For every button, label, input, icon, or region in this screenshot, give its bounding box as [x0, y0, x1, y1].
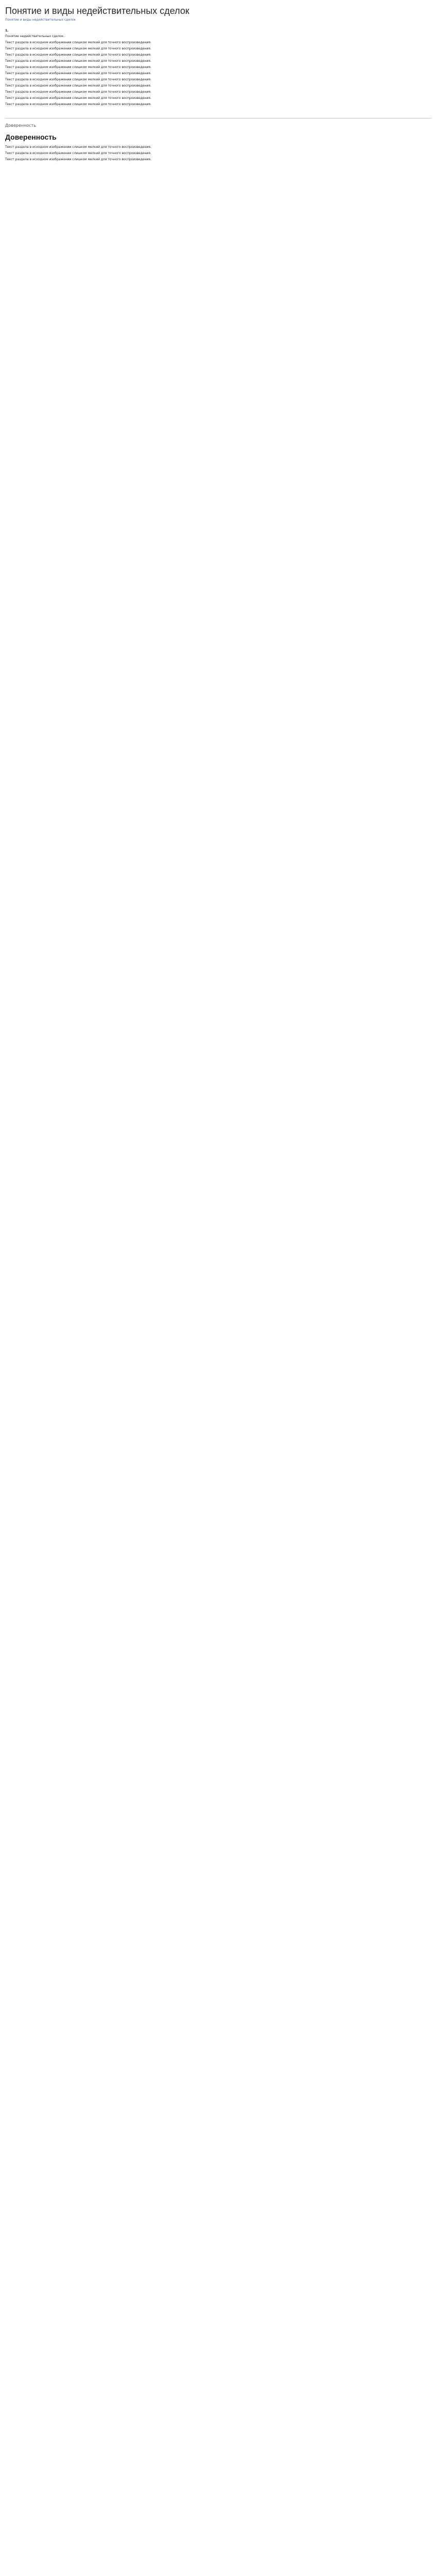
breadcrumb	[5, 18, 431, 22]
section-number: 1.	[5, 29, 9, 32]
article-paragraph: Текст раздела в исходном изображении слишком мелкий для точного воспроизведения.	[5, 90, 151, 94]
second-section-body	[5, 145, 431, 162]
second-section-paragraph: Текст раздела в исходном изображении слишком мелкий для точного воспроизведения.	[5, 158, 151, 161]
article-paragraph: Текст раздела в исходном изображении слишком мелкий для точного воспроизведения.	[5, 41, 151, 44]
article-paragraph: Текст раздела в исходном изображении слишком мелкий для точного воспроизведения.	[5, 103, 151, 106]
article-paragraph: Текст раздела в исходном изображении слишком мелкий для точного воспроизведения.	[5, 59, 151, 63]
second-section-paragraphs	[5, 145, 431, 162]
section-title: Доверенность	[5, 133, 57, 141]
article-paragraph: Текст раздела в исходном изображении слишком мелкий для точного воспроизведения.	[5, 47, 151, 50]
second-section-paragraph: Текст раздела в исходном изображении слишком мелкий для точного воспроизведения.	[5, 151, 151, 155]
article-paragraph: Текст раздела в исходном изображении слишком мелкий для точного воспроизведения.	[5, 84, 151, 88]
article-body	[5, 28, 431, 107]
article-paragraph: Текст раздела в исходном изображении слишком мелкий для точного воспроизведения.	[5, 65, 151, 69]
article-paragraph: Текст раздела в исходном изображении слишком мелкий для точного воспроизведения.	[5, 96, 151, 100]
article-paragraph: Текст раздела в исходном изображении слишком мелкий для точного воспроизведения.	[5, 78, 151, 81]
article-paragraphs	[5, 34, 431, 107]
section-subtitle: Доверенность	[5, 123, 36, 128]
article-paragraph: Текст раздела в исходном изображении слишком мелкий для точного воспроизведения.	[5, 53, 151, 57]
second-section-paragraph: Текст раздела в исходном изображении слишком мелкий для точного воспроизведения.	[5, 145, 151, 149]
breadcrumb-link[interactable]: Понятие и виды недействительных сделок	[5, 18, 76, 22]
article-paragraph: Текст раздела в исходном изображении слишком мелкий для точного воспроизведения.	[5, 72, 151, 75]
article-paragraph: Понятие недействительных сделок.	[5, 35, 65, 38]
page-title: Понятие и виды недействительных сделок	[5, 6, 189, 16]
